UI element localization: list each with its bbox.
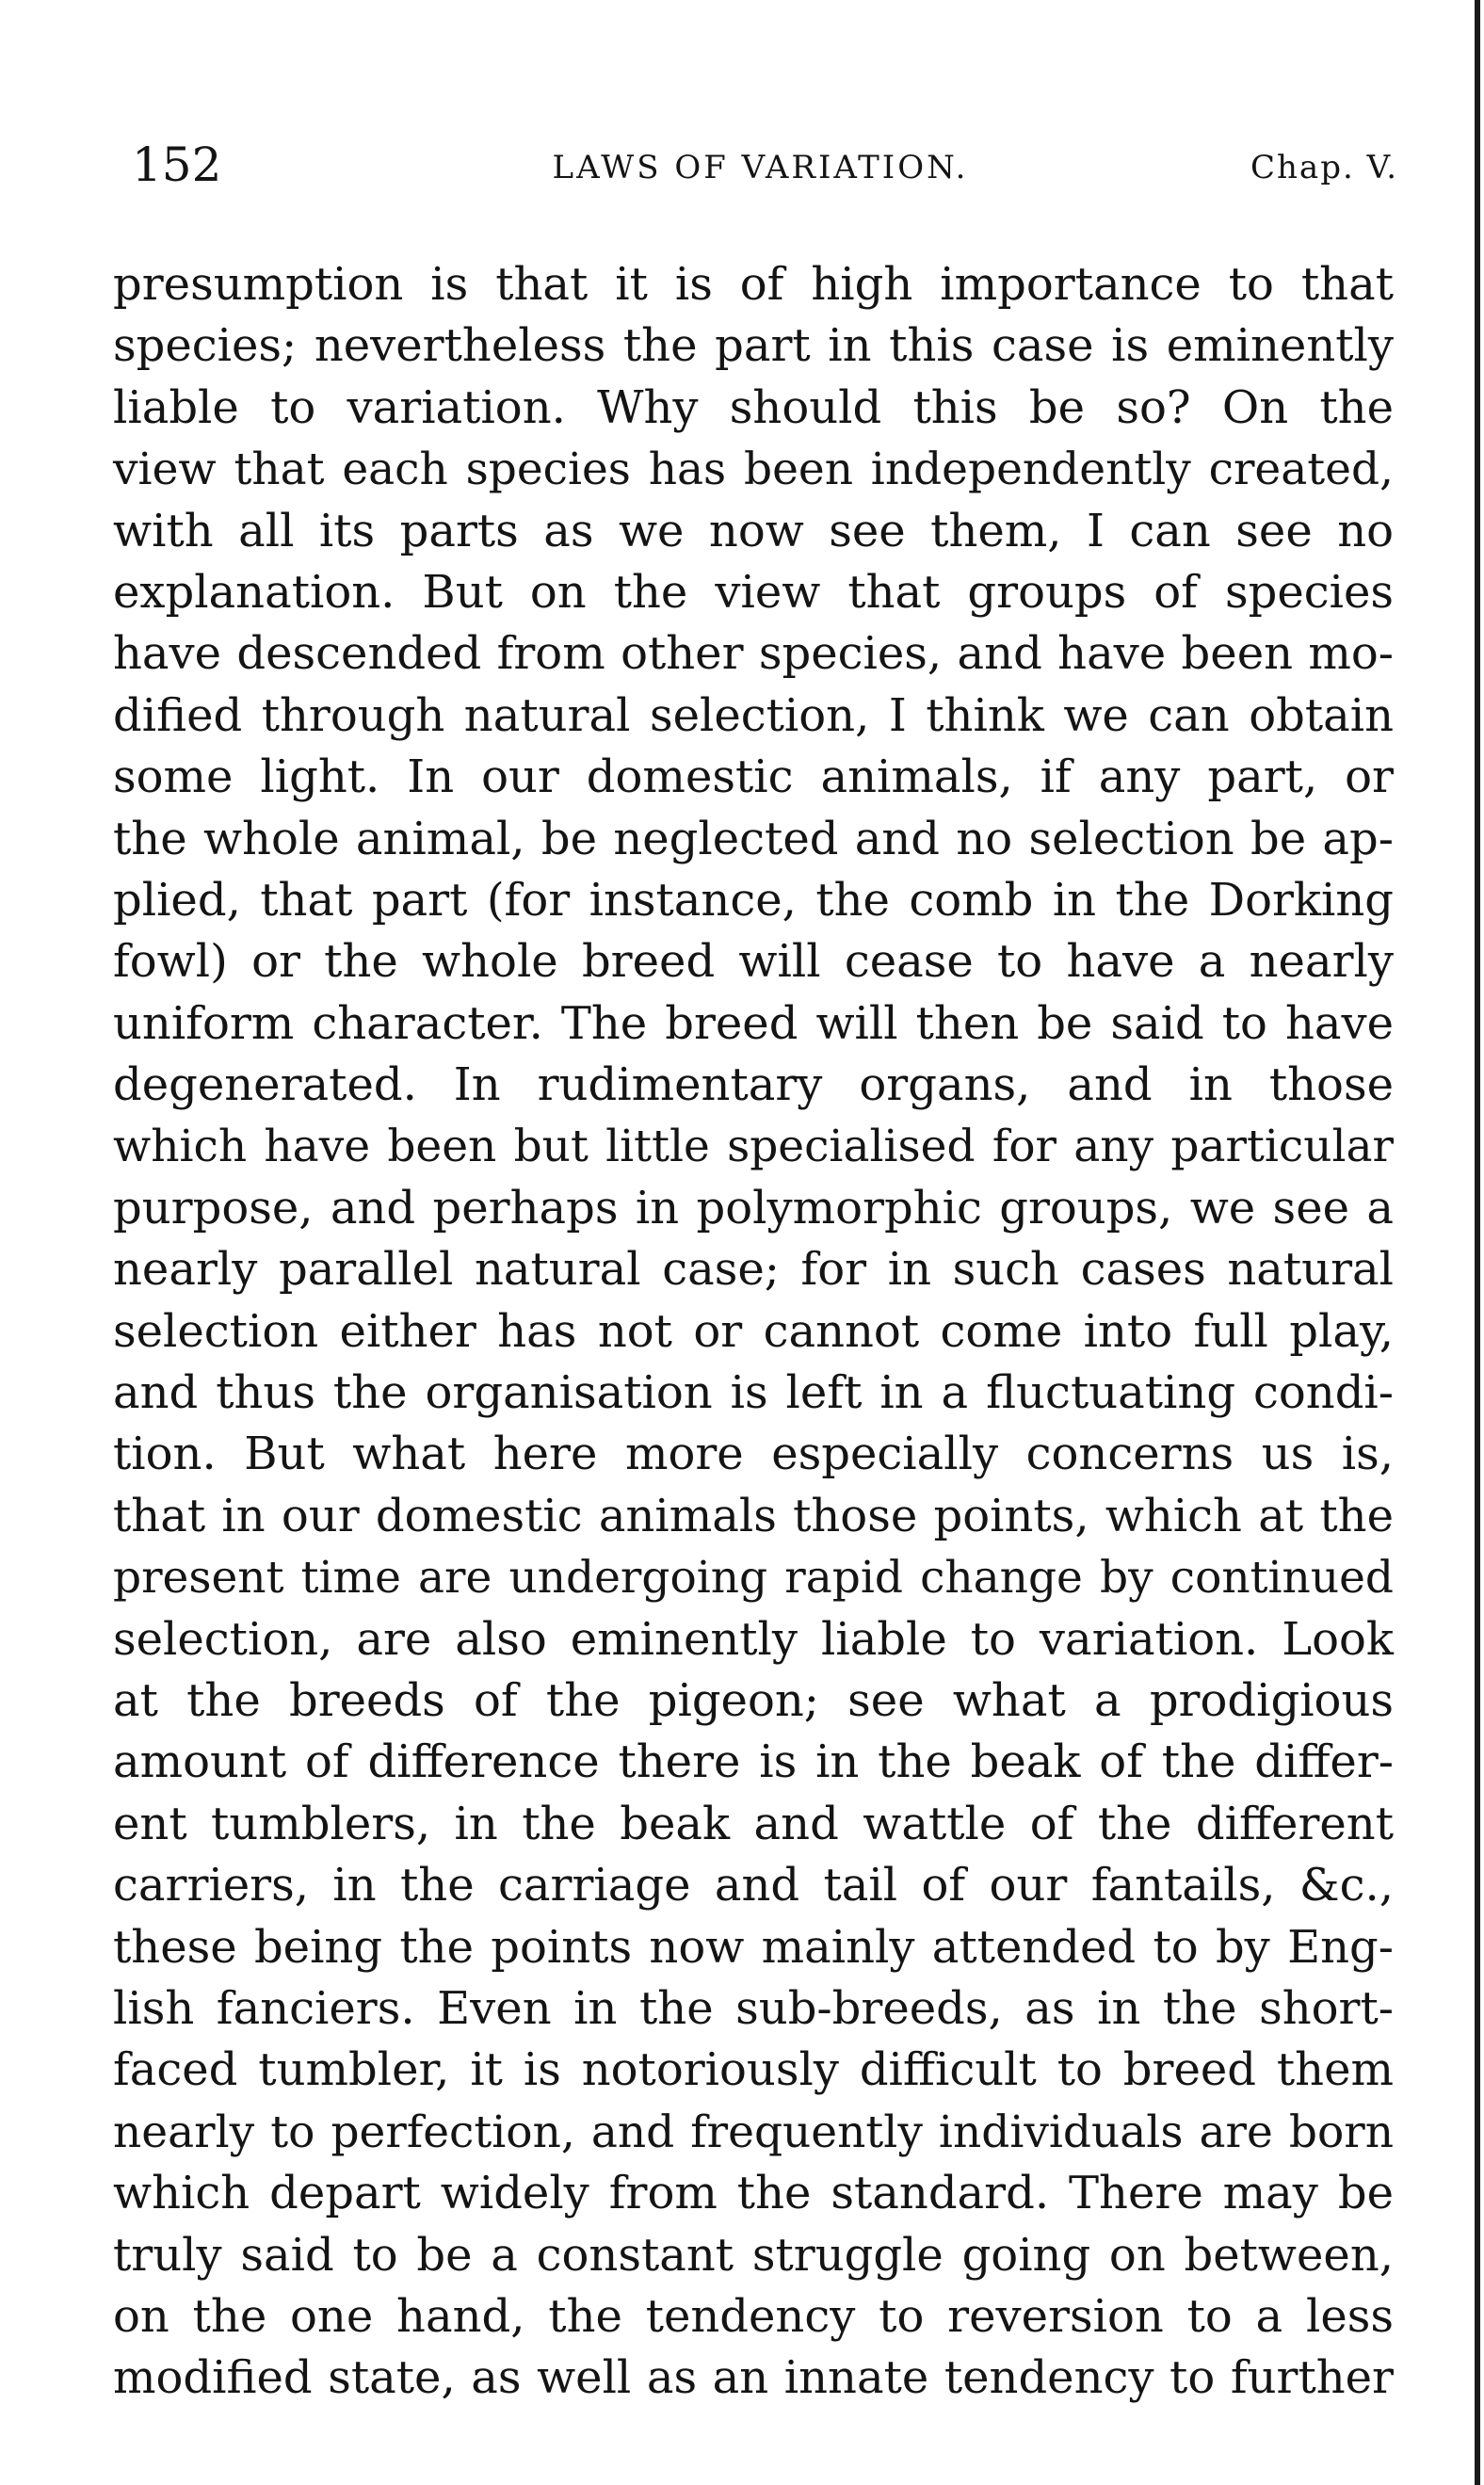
text-line: at the breeds of the pigeon; see what a prodigious [113,1673,1394,1727]
text-line: dified through natural selection, I think we can obtain [113,688,1394,742]
text-line: explanation. But on the view that groups of species [113,565,1394,619]
text-line: nearly parallel natural case; for in such cases natural [113,1243,1394,1297]
text-line: ent tumblers, in the beak and wattle of the different [113,1797,1394,1850]
text-line: presumption is that it is of high importance to that [113,258,1394,311]
text-line: nearly to perfection, and frequently individuals are born [113,2106,1394,2158]
text-line: amount of difference there is in the beak of the differ- [113,1735,1394,1789]
text-line: have descended from other species, and have been mo- [113,627,1394,681]
text-line: uniform character. The breed will then be said to have [113,996,1394,1050]
text-line: species; nevertheless the part in this case is eminently [113,319,1394,373]
text-line: view that each species has been independently created, [113,444,1394,496]
running-title: LAWS OF VARIATION. [552,149,969,186]
text-line: which depart widely from the standard. There may be [113,2167,1394,2220]
body-text [113,254,1394,2410]
text-line: these being the points now mainly attended to by Eng- [113,1920,1394,1974]
text-line: truly said to be a constant struggle going on between, [113,2228,1394,2282]
text-line: the whole animal, be neglected and no selection be ap- [113,812,1394,865]
text-line: and thus the organisation is left in a fluctuating condi- [113,1366,1394,1420]
text-line: purpose, and perhaps in polymorphic groups, we see a [113,1181,1394,1234]
text-line: lish fanciers. Even in the sub-breeds, as in the short- [113,1981,1394,2035]
text-line: selection either has not or cannot come into full play, [113,1304,1394,1358]
text-line: which have been but little specialised for any particular [113,1121,1394,1173]
text-line: tion. But what here more especially concerns us is, [113,1428,1394,1481]
text-line: fowl) or the whole breed will cease to have a nearly [113,935,1394,989]
text-line: some light. In our domestic animals, if any part, or [113,750,1394,804]
text-line: that in our domestic animals those points, which at the [113,1489,1394,1542]
text-line: on the one hand, the tendency to reversion to a less [113,2289,1394,2343]
page-edge-shadow [1475,0,1480,2485]
text-line: faced tumbler, it is notoriously difficult to breed them [113,2043,1394,2097]
text-line: present time are undergoing rapid change by continued [113,1552,1394,1605]
text-line: modified state, as well as an innate tendency to further [113,2351,1394,2405]
page-number: 152 [132,137,222,192]
text-line: degenerated. In rudimentary organs, and in those [113,1058,1394,1112]
text-line: liable to variation. Why should this be so? On the [113,380,1394,434]
text-line: selection, are also eminently liable to variation. Look [113,1612,1394,1666]
text-line: plied, that part (for instance, the comb in the Dorking [113,873,1394,927]
chapter-label: Chap. V. [1250,149,1398,186]
text-line: carriers, in the carriage and tail of our fantails, &c., [113,1859,1394,1912]
running-header [122,132,1398,198]
text-line: with all its parts as we now see them, I can see no [113,504,1394,557]
